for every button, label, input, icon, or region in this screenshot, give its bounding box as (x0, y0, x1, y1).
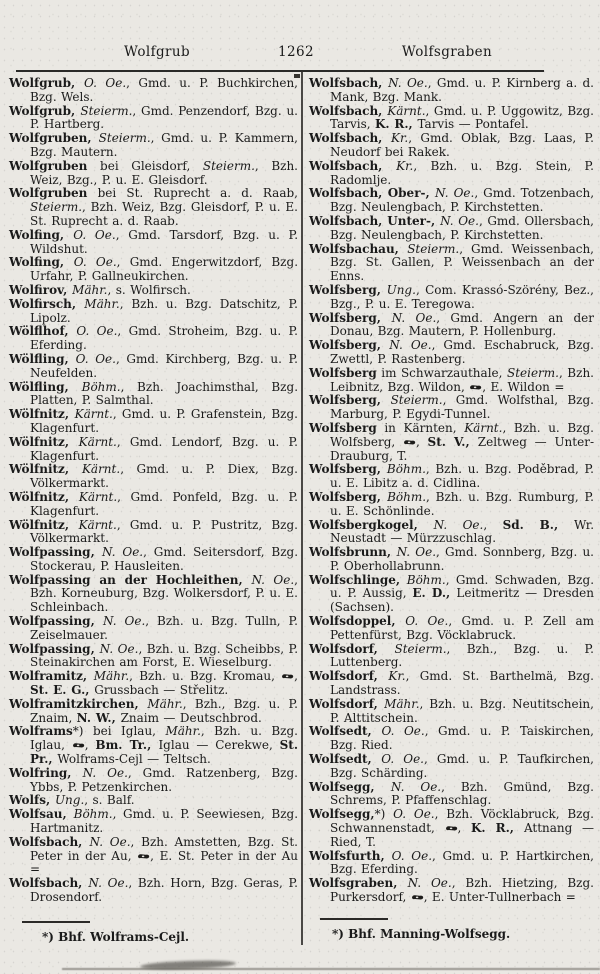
entry: Wolfsberg in Kärnten, Kärnt., Bzh. u. Bzg. Wolfsberg, , St. V., Zeltweg — Unter-Drauburg, T. (309, 420, 594, 463)
entry: Wolfsgraben, N. Oe., Bzh. Hietzing, Bzg. Purkersdorf, , E. Unter-Tullnerbach = (309, 876, 594, 905)
posthorn-icon (403, 436, 416, 450)
entry: Wolfpassing, N. Oe., Bzh. u. Bzg. Tulln, P. Zeiselmauer. (9, 614, 298, 642)
entry: Wolfirsch, Mähr., Bzh. u. Bzg. Datschitz, P. Lipolz. (9, 296, 298, 325)
entry: Wolfschlinge, Böhm., Gmd. Schwaden, Bzg. u. P. Aussig, E. D., Leitmeritz — Dresden (Sachsen). (309, 572, 595, 615)
entry: Wolfsberg, Böhm., Bzh. u. Bzg. Rumburg, P. u. E. Schönlinde. (309, 489, 594, 518)
entry: Wölfnitz, Kärnt., Gmd. u. P. Diex, Bzg. Völkermarkt. (9, 462, 298, 491)
posthorn-icon (445, 822, 458, 836)
posthorn-icon (469, 381, 482, 395)
entry: Wolfing, O. Oe., Gmd. Tarsdorf, Bzg. u. P. Wildshut. (9, 227, 299, 256)
entry: Wolfsbach, Kr., Gmd. Oblak, Bzg. Laas, P. Neudorf bei Rakek. (309, 131, 594, 159)
entry: Wolfsfurth, O. Oe., Gmd. u. P. Hartkirchen, Bzg. Eferding. (309, 848, 594, 877)
entry: Wölfling, Böhm., Bzh. Joachimsthal, Bzg. Platten, P. Salmthal. (9, 379, 299, 408)
entry: Wolfs, Ung., s. Balf. (9, 793, 135, 808)
entry: Wölfnitz, Kärnt., Gmd. Lendorf, Bzg. u. P. Klagenfurt. (9, 434, 298, 463)
entry: Wolfpassing an der Hochleithen, N. Oe., Bzh. Korneuburg, Bzg. Wolkersdorf, P. u. E. Schleinbach. (9, 572, 298, 615)
entry: Wolframitz, Mähr., Bzh. u. Bzg. Kromau, , St. E. G., Grussbach — Střelitz. (9, 669, 298, 698)
entry: Wolfsberg, N. Oe., Gmd. Eschabruck, Bzg. Zwettl, P. Rastenberg. (309, 338, 594, 366)
entry: Wölfnitz, Kärnt., Gmd. u. P. Pustritz, Bzg. Völkermarkt. (9, 517, 298, 546)
column-divider (301, 71, 303, 945)
entry: Wolfing, O. Oe., Gmd. Engerwitzdorf, Bzg. Urfahr, P. Gallneukirchen. (9, 255, 299, 284)
entry: Wölflhof, O. Oe., Gmd. Stroheim, Bzg. u. P. Eferding. (9, 324, 298, 353)
entry: Wolfsbachau, Steierm., Gmd. Weissenbach, Bzg. St. Gallen, P. Weissenbach an der Enns. (309, 241, 594, 284)
entry: Wolfgruben bei St. Ruprecht a. d. Raab, Steierm., Bzh. Weiz, Bzg. Gleisdorf, P. u. E. St. Ruprecht a. d. Raab. (9, 186, 298, 228)
entry: Wolfsbach, Kr., Bzh. u. Bzg. Stein, P. Radomlje. (309, 158, 594, 187)
footnote-text: *) Bhf. Manning-Wolfsegg. (332, 926, 511, 941)
entry: Wolfsedt, O. Oe., Gmd. u. P. Taufkirchen, Bzg. Schärding. (309, 752, 594, 780)
entry: Wolfsdorf, Mähr., Bzh. u. Bzg. Neutitschein, P. Alttitschein. (309, 696, 594, 725)
entry: Wölfnitz, Kärnt., Gmd. u. P. Grafenstein, Bzg. Klagenfurt. (9, 407, 298, 435)
entry: Wolfsbrunn, N. Oe., Gmd. Sonnberg, Bzg. u. P. Oberhollabrunn. (309, 545, 594, 573)
scan-edge-line (62, 968, 600, 970)
entry: Wolfsbach, Ober-, N. Oe., Gmd. Totzenbach, Bzg. Neulengbach, P. Kirchstetten. (309, 186, 595, 215)
entry: Wolfsberg im Schwarzauthale, Steierm., Bzh. Leibnitz, Bzg. Wildon, , E. Wildon = (309, 365, 594, 394)
entry: Wolframs*) bei Iglau, Mähr., Bzh. u. Bzg. Iglau, , Bm. Tr., Iglau — Cerekwe, St. Pr., Wolframs-Cejl — Teltsch. (9, 724, 298, 767)
entry: Wolfsdorf, Steierm., Bzh., Bzg. u. P. Luttenberg. (309, 641, 594, 670)
entry: Wolfsegg, N. Oe., Bzh. Gmünd, Bzg. Schrems, P. Pfaffenschlag. (309, 779, 594, 808)
header-rule (16, 70, 544, 72)
entry: Wolframitzkirchen, Mähr., Bzh., Bzg. u. P. Znaim, N. W., Znaim — Deutschbrod. (9, 696, 298, 725)
entry: Wolfsberg, Böhm., Bzh. u. Bzg. Poděbrad, P. u. E. Libitz a. d. Cidlina. (309, 462, 594, 491)
entry: Wolfgruben bei Gleisdorf, Steierm., Bzh. Weiz, Bzg., P. u. E. Gleisdorf. (9, 158, 298, 187)
entry: Wölfnitz, Kärnt., Gmd. Ponfeld, Bzg. u. P. Klagenfurt. (9, 489, 299, 518)
posthorn-icon (72, 739, 85, 753)
entry: Wolfring, N. Oe., Gmd. Ratzenberg, Bzg. Ybbs, P. Petzenkirchen. (9, 765, 298, 794)
entry: Wölfling, O. Oe., Gmd. Kirchberg, Bzg. u. P. Neufelden. (9, 351, 298, 380)
header-first-keyword: Wolfgrub (123, 44, 191, 60)
entry: Wolfsbach, N. Oe., Gmd. u. P. Kirnberg a. d. Mank, Bzg. Mank. (309, 76, 594, 104)
entry: Wolfsberg, Steierm., Gmd. Wolfsthal, Bzg. Marburg, P. Egydi-Tunnel. (309, 393, 594, 422)
entry: Wolfsau, Böhm., Gmd. u. P. Seewiesen, Bzg. Hartmanitz. (9, 807, 299, 836)
page-number: 1262 (278, 44, 314, 60)
footnote-rule (320, 918, 388, 920)
entry: Wolfgruben, Steierm., Gmd. u. P. Kammern, Bzg. Mautern. (9, 131, 298, 159)
entry: Wolfsbergkogel, N. Oe., Sd. B., Wr. Neustadt — Mürzzuschlag. (309, 517, 595, 546)
posthorn-icon (137, 850, 150, 864)
entry: Wolfsedt, O. Oe., Gmd. u. P. Taiskirchen, Bzg. Ried. (309, 724, 594, 753)
header-last-keyword: Wolfsgraben (401, 44, 493, 60)
entry: Wolfsegg,*) O. Oe., Bzh. Vöcklabruck, Bzg. Schwannenstadt, , K. R., Attnang — Ried, T. (309, 807, 594, 849)
entry: Wolfsberg, N. Oe., Gmd. Angern an der Donau, Bzg. Mautern, P. Hollenburg. (309, 310, 594, 339)
posthorn-icon (411, 891, 424, 905)
entry: Wolfpassing, N. Oe., Gmd. Seitersdorf, Bzg. Stockerau, P. Hausleiten. (9, 545, 299, 573)
entry: Wolfgrub, O. Oe., Gmd. u. P. Buchkirchen, Bzg. Wels. (9, 76, 298, 104)
entry: Wolfsbach, N. Oe., Bzh. Amstetten, Bzg. St. Peter in der Au, , E. St. Peter in der Au = (9, 834, 299, 877)
right-footnote (318, 918, 588, 941)
entry: Wolfgrub, Steierm., Gmd. Penzendorf, Bzg. u. P. Hartberg. (9, 103, 298, 132)
left-column (9, 77, 298, 905)
entry: Wolfsberg, Ung., Com. Krassó-Szörény, Bez., Bzg., P. u. E. Teregowa. (309, 282, 594, 311)
posthorn-icon (281, 670, 294, 684)
entry: Wolfsdorf, Kr., Gmd. St. Barthelmä, Bzg. Landstrass. (309, 669, 594, 698)
entry: Wolfsdoppel, O. Oe., Gmd. u. P. Zell am Pettenfürst, Bzg. Vöcklabruck. (309, 614, 594, 642)
footnote-text: *) Bhf. Wolframs-Cejl. (42, 929, 190, 944)
right-column (309, 77, 594, 905)
footnote-rule (22, 921, 90, 923)
entry: Wolfsbach, Kärnt., Gmd. u. P. Uggowitz, Bzg. Tarvis, K. R., Tarvis — Pontafel. (309, 103, 594, 132)
entry: Wolfirov, Mähr., s. Wolfirsch. (9, 282, 191, 297)
entry: Wolfpassing, N. Oe., Bzh. u. Bzg. Scheibbs, P. Steinakirchen am Forst, E. Wieselburg. (9, 641, 299, 670)
entry: Wolfsbach, Unter-, N. Oe., Gmd. Ollersbach, Bzg. Neulengbach, P. Kirchstetten. (309, 213, 594, 242)
left-footnote (20, 921, 290, 944)
entry: Wolfsbach, N. Oe., Bzh. Horn, Bzg. Geras, P. Drosendorf. (9, 876, 299, 905)
